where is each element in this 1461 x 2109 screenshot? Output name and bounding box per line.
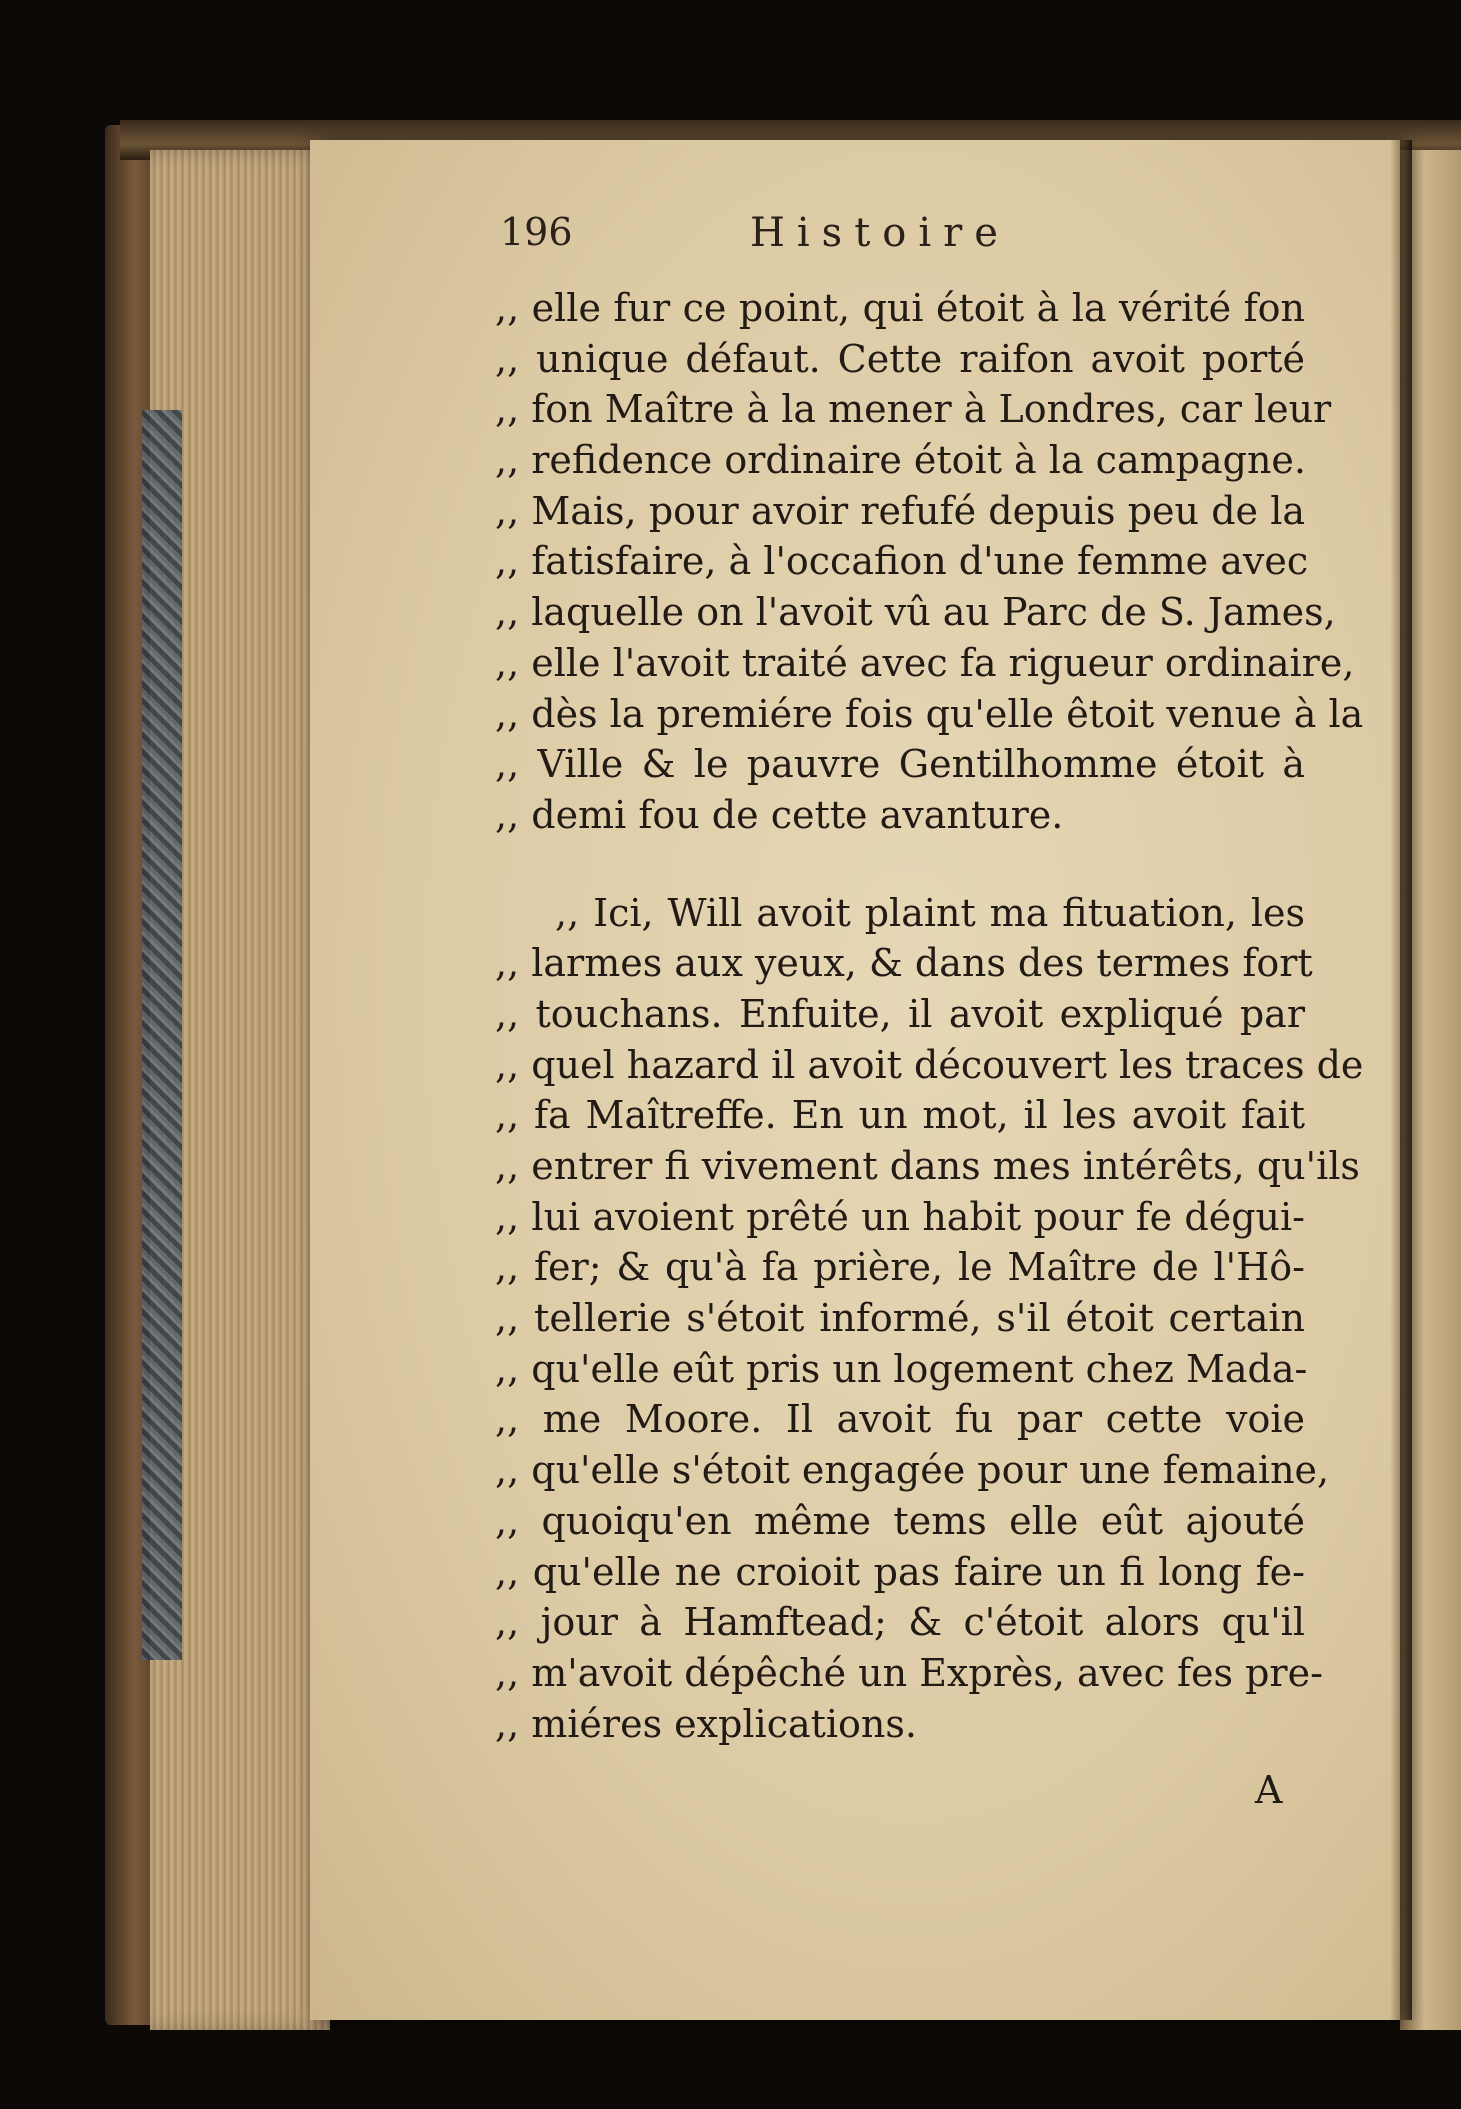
page-stack — [150, 150, 330, 2030]
text-line: ,, fa Maîtreffe. En un mot, il les avoit fait — [495, 1093, 1305, 1138]
text-line: ,, quoiqu'en même tems elle eût ajouté — [495, 1498, 1305, 1543]
page-gutter — [1390, 140, 1412, 2020]
text-line: ,, touchans. Enfuite, il avoit expliqué par — [495, 991, 1305, 1036]
text-line: ,, fer; & qu'à fa prière, le Maître de l'Hô- — [495, 1245, 1305, 1290]
text-line: ,, qu'elle s'étoit engagée pour une femaine, — [495, 1448, 1330, 1493]
text-line: ,, refidence ordinaire étoit à la campagne. — [495, 438, 1306, 483]
text-line: ,, fon Maître à la mener à Londres, car leur — [495, 387, 1332, 432]
text-line: ,, me Moore. Il avoit fu par cette voie — [495, 1397, 1305, 1442]
paragraph-gap — [495, 841, 1305, 888]
text-line: ,, jour à Hamftead; & c'étoit alors qu'il — [495, 1600, 1305, 1645]
text-line: ,, elle fur ce point, qui étoit à la vérité fon — [495, 286, 1305, 330]
text-line: ,, dès la premiére fois qu'elle êtoit venue à la — [495, 691, 1364, 736]
text-block — [495, 283, 1364, 1749]
text-line: ,, Ici, Will avoit plaint ma fituation, les — [555, 890, 1305, 935]
text-line: ,, laquelle on l'avoit vû au Parc de S. James, — [495, 590, 1336, 635]
paragraph — [495, 283, 1364, 841]
text-line: ,, Mais, pour avoir refufé depuis peu de la — [495, 488, 1305, 533]
text-line: ,, lui avoient prêté un habit pour fe dégui- — [495, 1194, 1305, 1239]
text-line: ,, fatisfaire, à l'occafion d'une femme avec — [495, 539, 1309, 584]
page-number: 196 — [500, 210, 573, 254]
text-line: ,, larmes aux yeux, & dans des termes fort — [495, 941, 1313, 986]
text-line: ,, miéres explications. — [495, 1701, 917, 1746]
text-line: ,, tellerie s'étoit informé, s'il étoit certain — [495, 1296, 1305, 1341]
text-line: ,, unique défaut. Cette raifon avoit porté — [495, 336, 1305, 381]
text-line: ,, quel hazard il avoit découvert les traces de — [495, 1042, 1364, 1087]
running-head — [500, 210, 1360, 270]
catchword: A — [1255, 1768, 1283, 1812]
text-line: ,, qu'elle ne croioit pas faire un fi long fe- — [495, 1549, 1305, 1594]
text-line: ,, Ville & le pauvre Gentilhomme étoit à — [495, 742, 1305, 787]
running-title: Histoire — [750, 210, 1010, 256]
paragraph — [495, 888, 1364, 1750]
text-line: ,, m'avoit dépêché un Exprès, avec fes pre- — [495, 1650, 1323, 1695]
text-line: ,, qu'elle eût pris un logement chez Mada- — [495, 1346, 1308, 1391]
text-line: ,, entrer fi vivement dans mes intérêts, qu'ils — [495, 1144, 1360, 1188]
text-line: ,, elle l'avoit traité avec fa rigueur ordinaire, — [495, 640, 1355, 685]
text-line: ,, demi fou de cette avanture. — [495, 792, 1064, 837]
